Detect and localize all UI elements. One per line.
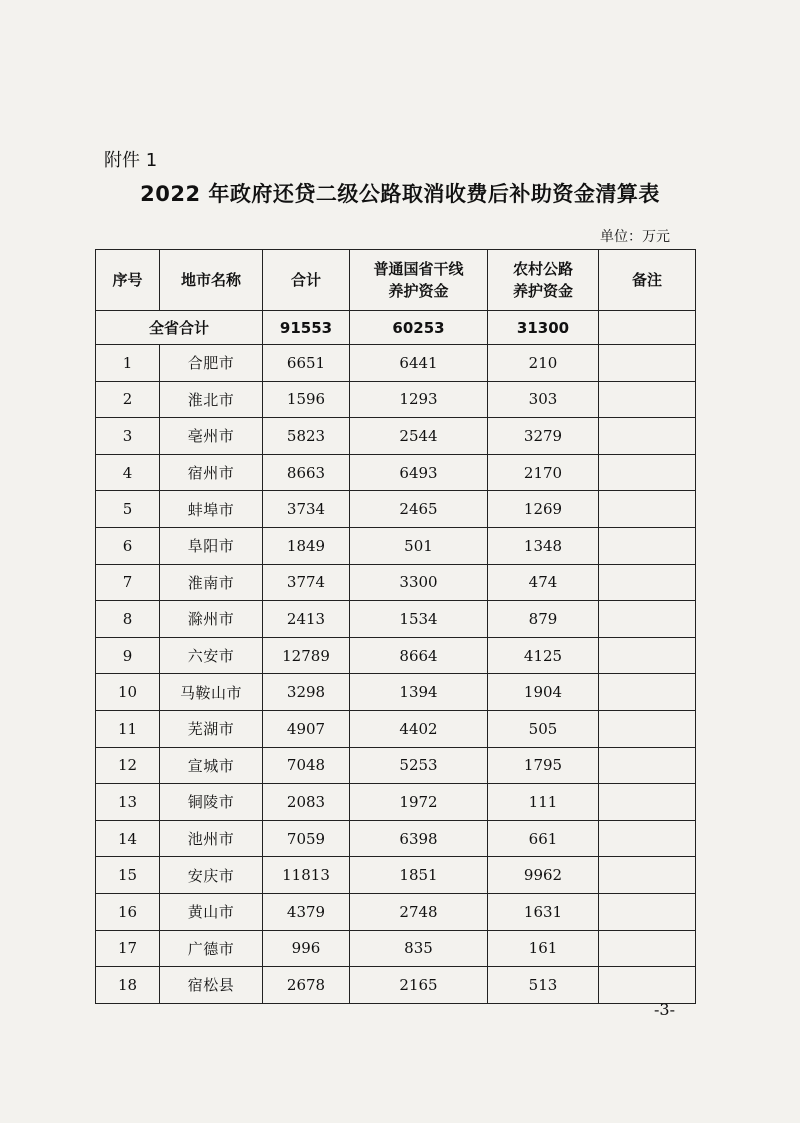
cell-total: 3734 [263,491,350,528]
header-trunk-line1: 普通国省干线 [373,260,464,278]
cell-city: 淮北市 [160,381,263,418]
cell-total: 2678 [263,967,350,1004]
cell-total: 4379 [263,893,350,930]
cell-city: 芜湖市 [160,710,263,747]
cell-city: 安庆市 [160,857,263,894]
cell-remark [599,491,696,528]
cell-trunk: 1851 [350,857,488,894]
cell-city: 合肥市 [160,345,263,382]
table-row [96,637,696,674]
cell-rural: 661 [488,820,599,857]
cell-trunk: 1972 [350,784,488,821]
cell-remark [599,967,696,1004]
cell-index: 3 [96,418,160,455]
header-trunk [350,250,488,311]
cell-index: 7 [96,564,160,601]
cell-remark [599,674,696,711]
summary-label: 全省合计 [96,311,263,345]
cell-total: 7059 [263,820,350,857]
summary-rural: 31300 [488,311,599,345]
cell-index: 2 [96,381,160,418]
table-row [96,674,696,711]
cell-rural: 4125 [488,637,599,674]
cell-index: 9 [96,637,160,674]
cell-rural: 1631 [488,893,599,930]
cell-rural: 505 [488,710,599,747]
cell-rural: 161 [488,930,599,967]
cell-remark [599,820,696,857]
cell-total: 1849 [263,527,350,564]
table-row [96,710,696,747]
cell-trunk: 835 [350,930,488,967]
cell-city: 宣城市 [160,747,263,784]
cell-trunk: 8664 [350,637,488,674]
cell-index: 8 [96,601,160,638]
cell-total: 7048 [263,747,350,784]
cell-trunk: 6493 [350,454,488,491]
cell-trunk: 5253 [350,747,488,784]
cell-index: 13 [96,784,160,821]
cell-index: 17 [96,930,160,967]
cell-city: 广德市 [160,930,263,967]
table-row [96,857,696,894]
cell-rural: 303 [488,381,599,418]
header-rural-line2: 养护资金 [512,282,573,300]
cell-total: 3774 [263,564,350,601]
cell-remark [599,747,696,784]
unit-label: 单位：万元 [600,229,670,245]
attachment-label: 附件 1 [104,150,158,171]
cell-rural: 3279 [488,418,599,455]
header-index: 序号 [96,250,160,311]
cell-trunk: 2465 [350,491,488,528]
table-row [96,893,696,930]
cell-total: 996 [263,930,350,967]
cell-total: 11813 [263,857,350,894]
cell-trunk: 501 [350,527,488,564]
cell-trunk: 2748 [350,893,488,930]
header-total: 合计 [263,250,350,311]
table-row [96,784,696,821]
cell-rural: 1904 [488,674,599,711]
settlement-table [95,249,696,1004]
cell-rural: 210 [488,345,599,382]
cell-remark [599,637,696,674]
cell-city: 铜陵市 [160,784,263,821]
table-row [96,601,696,638]
cell-rural: 1269 [488,491,599,528]
cell-rural: 879 [488,601,599,638]
table-row [96,381,696,418]
cell-rural: 9962 [488,857,599,894]
cell-index: 10 [96,674,160,711]
cell-city: 亳州市 [160,418,263,455]
cell-total: 2083 [263,784,350,821]
cell-remark [599,381,696,418]
cell-total: 4907 [263,710,350,747]
cell-city: 淮南市 [160,564,263,601]
cell-remark [599,418,696,455]
cell-rural: 2170 [488,454,599,491]
cell-rural: 1348 [488,527,599,564]
cell-city: 滁州市 [160,601,263,638]
cell-remark [599,454,696,491]
cell-rural: 1795 [488,747,599,784]
summary-total: 91553 [263,311,350,345]
table-row [96,820,696,857]
cell-city: 阜阳市 [160,527,263,564]
cell-remark [599,345,696,382]
table-row [96,527,696,564]
header-remark: 备注 [599,250,696,311]
cell-city: 宿松县 [160,967,263,1004]
cell-trunk: 1534 [350,601,488,638]
cell-total: 3298 [263,674,350,711]
header-rural [488,250,599,311]
cell-total: 8663 [263,454,350,491]
cell-total: 2413 [263,601,350,638]
cell-remark [599,710,696,747]
cell-total: 5823 [263,418,350,455]
table-row [96,930,696,967]
table-row [96,967,696,1004]
cell-city: 蚌埠市 [160,491,263,528]
cell-remark [599,527,696,564]
cell-total: 12789 [263,637,350,674]
cell-remark [599,857,696,894]
table-row [96,418,696,455]
cell-rural: 474 [488,564,599,601]
table-row [96,454,696,491]
summary-row [96,311,696,345]
cell-trunk: 4402 [350,710,488,747]
header-trunk-line2: 养护资金 [388,282,449,300]
cell-index: 6 [96,527,160,564]
cell-remark [599,601,696,638]
header-city: 地市名称 [160,250,263,311]
cell-city: 黄山市 [160,893,263,930]
cell-city: 池州市 [160,820,263,857]
cell-index: 11 [96,710,160,747]
table-header-row [96,250,696,311]
table-row [96,345,696,382]
cell-remark [599,784,696,821]
cell-index: 15 [96,857,160,894]
cell-trunk: 1394 [350,674,488,711]
cell-city: 宿州市 [160,454,263,491]
cell-city: 马鞍山市 [160,674,263,711]
table-row [96,491,696,528]
summary-remark [599,311,696,345]
cell-trunk: 1293 [350,381,488,418]
table-row [96,747,696,784]
cell-total: 1596 [263,381,350,418]
cell-index: 5 [96,491,160,528]
cell-index: 4 [96,454,160,491]
cell-index: 16 [96,893,160,930]
cell-index: 18 [96,967,160,1004]
cell-total: 6651 [263,345,350,382]
cell-index: 1 [96,345,160,382]
header-rural-line1: 农村公路 [512,260,573,278]
cell-trunk: 6441 [350,345,488,382]
cell-index: 14 [96,820,160,857]
cell-trunk: 6398 [350,820,488,857]
cell-rural: 513 [488,967,599,1004]
table-row [96,564,696,601]
cell-trunk: 2544 [350,418,488,455]
cell-index: 12 [96,747,160,784]
document-title: 2022 年政府还贷二级公路取消收费后补助资金清算表 [140,182,660,206]
page-number: -3- [654,1000,675,1019]
cell-rural: 111 [488,784,599,821]
cell-remark [599,564,696,601]
cell-remark [599,930,696,967]
cell-trunk: 2165 [350,967,488,1004]
cell-remark [599,893,696,930]
summary-trunk: 60253 [350,311,488,345]
cell-trunk: 3300 [350,564,488,601]
cell-city: 六安市 [160,637,263,674]
